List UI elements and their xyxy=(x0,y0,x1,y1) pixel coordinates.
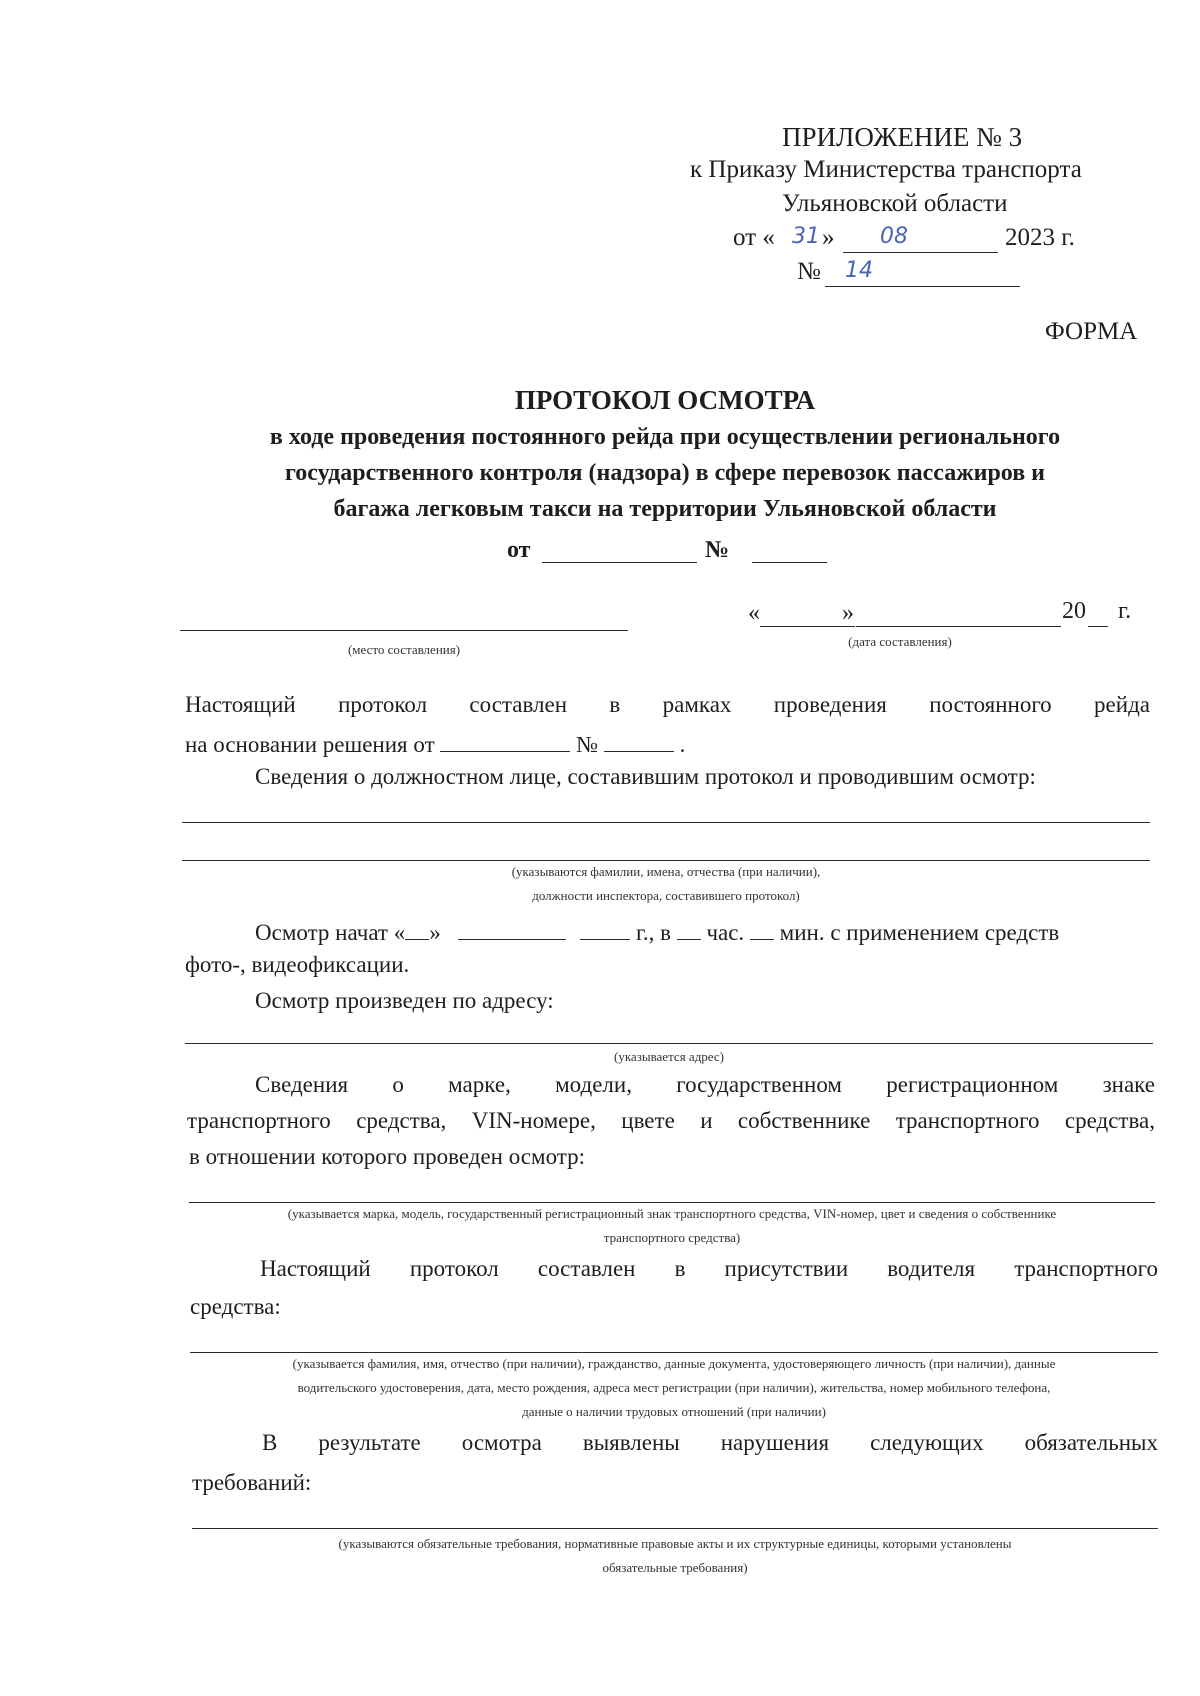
inspection-min-label: мин. с применением средств xyxy=(779,920,1060,945)
place-blank xyxy=(180,630,628,631)
inspection-year-blank xyxy=(580,916,630,940)
violations-line1: В результате осмотра выявлены нарушения следующих обязательных xyxy=(262,1430,1158,1455)
protocol-subtitle-3: багажа легковым такси на территории Ульяновской области xyxy=(333,496,997,522)
date-year-blank xyxy=(1088,626,1108,627)
vehicle-line1: Сведения о марке, модели, государственном регистрационном знаке xyxy=(255,1072,1155,1097)
appendix-number-underline xyxy=(825,286,1020,287)
protocol-number-sign: № xyxy=(705,537,730,563)
para1-decision-date-blank xyxy=(440,728,570,752)
inspection-year-label: г., в xyxy=(635,920,671,945)
driver-caption-3: данные о наличии трудовых отношений (при наличии) xyxy=(522,1404,826,1419)
date-month-blank xyxy=(856,626,1061,627)
inspection-line2: фото-, видеофиксации. xyxy=(185,952,410,977)
appendix-number-value: 14 xyxy=(845,258,873,283)
driver-line2: средства: xyxy=(190,1294,281,1319)
form-label: ФОРМА xyxy=(1045,318,1138,345)
protocol-from-label: от xyxy=(507,537,531,563)
violations-caption-2: обязательные требования) xyxy=(602,1560,748,1575)
appendix-date-day: 31 xyxy=(792,224,820,249)
official-blank-1 xyxy=(182,822,1150,823)
official-intro: Сведения о должностном лице, составившим протокол и проводившим осмотр: xyxy=(255,764,1036,789)
protocol-title: ПРОТОКОЛ ОСМОТРА xyxy=(514,385,816,415)
inspection-hour-blank xyxy=(677,916,701,940)
official-caption-2: должности инспектора, составившего протокол) xyxy=(532,888,800,903)
protocol-subtitle-2: государственного контроля (надзора) в сфере перевозок пассажиров и xyxy=(285,460,1045,486)
inspection-quote-end: » xyxy=(429,920,441,945)
driver-blank xyxy=(190,1352,1158,1353)
address-caption: (указывается адрес) xyxy=(613,1049,724,1064)
driver-caption-2: водительского удостоверения, дата, место рождения, адреса мест регистрации (при наличии), жительства, номер мобильного телефона, xyxy=(297,1380,1051,1395)
appendix-date-underline xyxy=(843,252,998,253)
appendix-date-mid: » xyxy=(822,224,835,251)
vehicle-caption-2: транспортного средства) xyxy=(603,1230,741,1245)
protocol-subtitle-1: в ходе проведения постоянного рейда при осуществлении регионального xyxy=(269,424,1061,450)
appendix-order-line: к Приказу Министерства транспорта xyxy=(690,156,1082,183)
violations-blank xyxy=(192,1528,1158,1529)
protocol-number-blank xyxy=(752,562,827,563)
date-close-quote: » xyxy=(842,600,854,626)
date-year-suffix: г. xyxy=(1118,598,1132,624)
para1-decision-label: на основании решения от xyxy=(185,732,435,757)
appendix-date-year: 2023 г. xyxy=(1005,224,1075,251)
appendix-date-month: 08 xyxy=(880,224,908,249)
violations-line2: требований: xyxy=(192,1470,312,1495)
para1-number-sign: № xyxy=(576,732,599,757)
address-blank xyxy=(185,1043,1153,1044)
appendix-title: ПРИЛОЖЕНИЕ № 3 xyxy=(782,122,1023,152)
driver-line1: Настоящий протокол составлен в присутствии водителя транспортного xyxy=(260,1256,1158,1281)
inspection-min-blank xyxy=(750,916,774,940)
para1-decision-number-blank xyxy=(604,728,674,752)
inspection-day-blank xyxy=(405,916,429,940)
vehicle-line2: транспортного средства, VIN-номере, цвете и собственнике транспортного средства, xyxy=(187,1108,1155,1133)
date-open-quote: « xyxy=(748,600,760,626)
date-day-blank xyxy=(760,626,855,627)
appendix-number-sign: № xyxy=(797,258,821,285)
official-caption-1: (указываются фамилии, имена, отчества (при наличии), xyxy=(511,864,821,879)
inspection-start-prefix: Осмотр начат « xyxy=(255,920,406,945)
appendix-region-line: Ульяновской области xyxy=(782,190,1008,217)
address-intro: Осмотр произведен по адресу: xyxy=(255,988,554,1013)
para1-end-dot: . xyxy=(679,732,686,757)
inspection-start-line xyxy=(255,916,1059,946)
para1-line1: Настоящий протокол составлен в рамках проведения постоянного рейда xyxy=(185,692,1150,717)
date-year-prefix: 20 xyxy=(1062,598,1086,624)
appendix-date-prefix: от « xyxy=(733,224,775,251)
date-caption: (дата составления) xyxy=(848,634,952,649)
place-caption: (место составления) xyxy=(347,642,461,657)
violations-caption-1: (указываются обязательные требования, нормативные правовые акты и их структурные единицы, которыми установлены xyxy=(338,1536,1012,1551)
driver-caption-1: (указывается фамилия, имя, отчество (при наличии), гражданство, данные документа, удостоверяющего личность (при наличии), данные xyxy=(292,1356,1056,1371)
vehicle-caption-1: (указывается марка, модель, государственный регистрационный знак транспортного средства, VIN-номер, цвет и сведения о собственнике xyxy=(287,1206,1057,1221)
para1-line2 xyxy=(185,728,685,758)
inspection-month-blank xyxy=(458,916,566,940)
official-blank-2 xyxy=(182,860,1150,861)
vehicle-blank xyxy=(189,1202,1155,1203)
protocol-date-blank xyxy=(542,562,697,563)
inspection-hour-label: час. xyxy=(706,920,745,945)
vehicle-line3: в отношении которого проведен осмотр: xyxy=(189,1144,585,1169)
